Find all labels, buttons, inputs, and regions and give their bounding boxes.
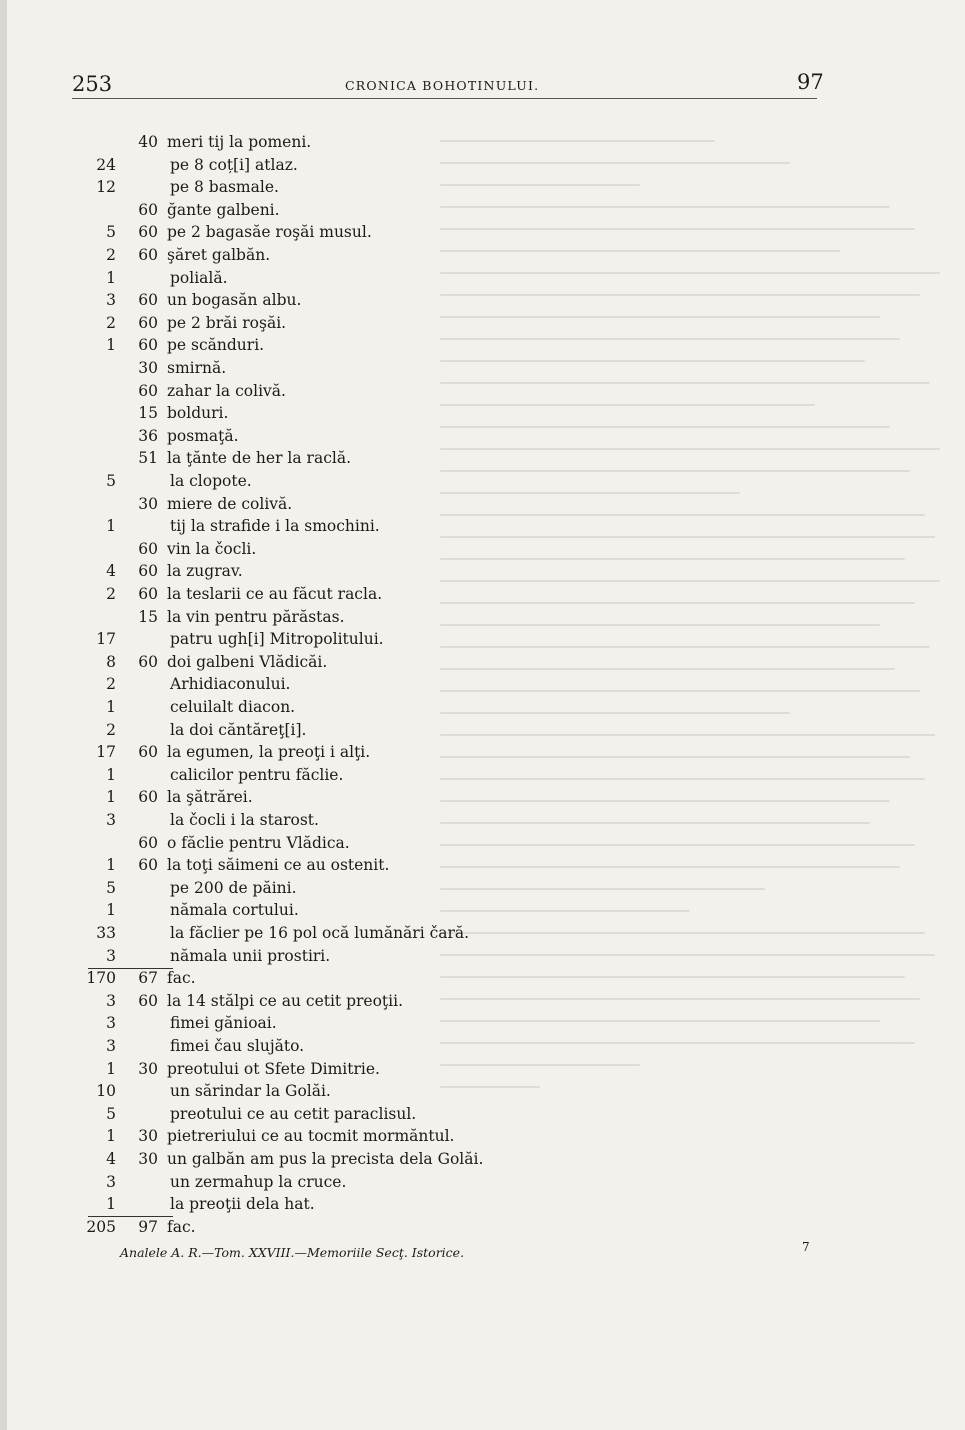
expense-description: la şătrărei. — [167, 788, 253, 807]
amount-bani: 15 — [138, 404, 158, 423]
amount-lei: 1 — [106, 517, 116, 536]
amount-lei: 1 — [106, 901, 116, 920]
expense-description: polială. — [170, 268, 228, 287]
page-number-left: 253 — [72, 72, 113, 96]
page-edge-shadow — [0, 0, 7, 1430]
expense-description: un zermahup la cruce. — [170, 1172, 347, 1191]
expense-description: o făclie pentru Vlădica. — [167, 833, 350, 852]
amount-bani: 15 — [138, 607, 158, 626]
amount-lei: 205 — [86, 1217, 116, 1236]
expense-description: meri tij la pomeni. — [167, 133, 312, 151]
amount-bani: 67 — [138, 969, 158, 988]
amount-lei: 5 — [106, 878, 116, 897]
sum-rule — [88, 1216, 173, 1217]
expense-description: pe 2 bagasăe roşăi musul. — [167, 223, 372, 242]
expense-description: smirnă. — [167, 359, 227, 377]
amount-lei: 170 — [86, 969, 116, 988]
amount-lei: 2 — [106, 675, 116, 694]
sum-rule — [88, 968, 173, 969]
amount-bani: 30 — [138, 1127, 158, 1146]
expense-description: posmaţă. — [167, 426, 239, 445]
expense-description: preotului ot Sfete Dimitrie. — [167, 1059, 380, 1078]
amount-lei: 1 — [106, 698, 116, 716]
amount-bani: 30 — [138, 1059, 158, 1078]
amount-bani: 60 — [138, 562, 158, 581]
expense-description: doi galbeni Vlădicăi. — [167, 652, 328, 671]
amount-bani: 30 — [138, 359, 158, 377]
amount-lei: 2 — [106, 246, 116, 264]
page-number-right: 97 — [797, 70, 824, 94]
amount-bani: 60 — [138, 788, 158, 807]
amount-bani: 60 — [138, 223, 158, 242]
expense-description: la 14 stălpi ce au cetit preoţii. — [167, 991, 403, 1010]
expense-description: fimei čau slujăto. — [170, 1037, 305, 1055]
expense-description: pietreriului ce au tocmit mormăntul. — [167, 1127, 455, 1146]
amount-lei: 17 — [96, 630, 116, 649]
expense-description: Arhidiaconului. — [170, 675, 291, 694]
expense-description: pe 8 basmale. — [170, 178, 279, 197]
amount-lei: 3 — [106, 291, 116, 310]
expense-description: la zugrav. — [167, 562, 243, 581]
expense-description: preotului ce au cetit paraclisul. — [170, 1104, 417, 1123]
amount-lei: 2 — [106, 585, 116, 603]
amount-bani: 30 — [138, 1150, 158, 1168]
amount-bani: 60 — [138, 991, 158, 1010]
amount-bani: 60 — [138, 246, 158, 264]
amount-lei: 1 — [106, 268, 116, 287]
expense-description: la clopote. — [170, 472, 252, 490]
amount-bani: 60 — [138, 833, 158, 852]
amount-lei: 3 — [106, 1172, 116, 1191]
expense-description: vin la čocli. — [167, 539, 257, 558]
amount-bani: 60 — [138, 381, 158, 400]
amount-lei: 5 — [106, 223, 116, 242]
amount-lei: 3 — [106, 1037, 116, 1055]
expense-description: la čocli i la starost. — [170, 811, 319, 829]
amount-lei: 1 — [106, 765, 116, 784]
amount-lei: 3 — [106, 946, 116, 965]
amount-bani: 60 — [138, 539, 158, 558]
amount-lei: 1 — [106, 1195, 116, 1214]
expense-description: un sărindar la Golăi. — [170, 1082, 331, 1101]
expense-description: tij la strafide i la smochini. — [170, 517, 380, 536]
expense-description: patru ugh[i] Mitropolitului. — [170, 630, 384, 649]
expense-description: fac. — [167, 969, 196, 988]
expense-description: celuilalt diacon. — [170, 698, 296, 716]
expense-description: pe 8 coț[i] atlaz. — [170, 155, 298, 174]
amount-lei: 2 — [106, 720, 116, 739]
amount-lei: 5 — [106, 472, 116, 490]
amount-lei: 10 — [96, 1082, 116, 1101]
expense-description: nămala unii prostiri. — [170, 946, 331, 965]
expense-description: pe 2 brăi roşăi. — [167, 313, 287, 332]
expense-description: şăret galbăn. — [167, 246, 271, 264]
expense-description: pe scănduri. — [167, 336, 265, 355]
amount-bani: 60 — [138, 856, 158, 875]
expense-description: nămala cortului. — [170, 901, 299, 920]
expense-description: la vin pentru părăstas. — [167, 607, 345, 626]
expense-description: la doi căntăreţ[i]. — [170, 720, 307, 739]
expense-description: calicilor pentru făclie. — [170, 765, 344, 784]
amount-bani: 51 — [138, 449, 158, 468]
amount-bani: 60 — [138, 200, 158, 219]
header-rule — [72, 98, 817, 99]
footer-citation: Analele A. R.—Tom. XXVIII.—Memoriile Secţ. Istorice. — [120, 1245, 465, 1260]
amount-lei: 8 — [106, 652, 116, 671]
amount-lei: 1 — [106, 856, 116, 875]
expense-description: miere de colivă. — [167, 494, 293, 513]
amount-bani: 60 — [138, 336, 158, 355]
amount-bani: 60 — [138, 313, 158, 332]
amount-bani: 60 — [138, 291, 158, 310]
expense-description: zahar la colivă. — [167, 381, 286, 400]
amount-lei: 1 — [106, 1127, 116, 1146]
amount-bani: 40 — [138, 133, 158, 151]
amount-lei: 5 — [106, 1104, 116, 1123]
amount-bani: 30 — [138, 494, 158, 513]
expense-description: pe 200 de păini. — [170, 878, 297, 897]
amount-lei: 1 — [106, 336, 116, 355]
amount-bani: 60 — [138, 743, 158, 762]
amount-lei: 12 — [96, 178, 116, 197]
amount-bani: 97 — [138, 1217, 158, 1236]
amount-lei: 4 — [106, 562, 116, 581]
expense-description: la preoţii dela hat. — [170, 1195, 315, 1214]
amount-lei: 24 — [96, 155, 116, 174]
expense-description: la ţănte de her la raclă. — [167, 449, 352, 468]
expense-description: un bogasăn albu. — [167, 291, 302, 310]
bleed-through-text — [440, 140, 940, 1240]
amount-lei: 3 — [106, 811, 116, 829]
amount-lei: 1 — [106, 1059, 116, 1078]
amount-lei: 2 — [106, 313, 116, 332]
amount-lei: 3 — [106, 1014, 116, 1033]
amount-bani: 36 — [138, 426, 158, 445]
amount-bani: 60 — [138, 652, 158, 671]
expense-description: bolduri. — [167, 404, 229, 423]
expense-description: fac. — [167, 1217, 196, 1236]
expense-description: ğante galbeni. — [167, 200, 280, 219]
running-title: CRONICA BOHOTINULUI. — [345, 78, 540, 93]
amount-lei: 4 — [106, 1150, 116, 1168]
expense-description: la toţi săimeni ce au ostenit. — [167, 856, 390, 875]
expense-description: un galbăn am pus la precista dela Golăi. — [167, 1150, 484, 1168]
amount-lei: 3 — [106, 991, 116, 1010]
amount-bani: 60 — [138, 585, 158, 603]
expense-description: la teslarii ce au făcut racla. — [167, 585, 383, 603]
expense-description: fimei gănioai. — [170, 1014, 277, 1033]
amount-lei: 1 — [106, 788, 116, 807]
amount-lei: 33 — [96, 924, 116, 942]
expense-description: la făclier pe 16 pol ocă lumănări čară. — [170, 924, 470, 942]
amount-lei: 17 — [96, 743, 116, 762]
expense-description: la egumen, la preoţi i alţi. — [167, 743, 371, 762]
signature-mark: 7 — [802, 1240, 810, 1254]
